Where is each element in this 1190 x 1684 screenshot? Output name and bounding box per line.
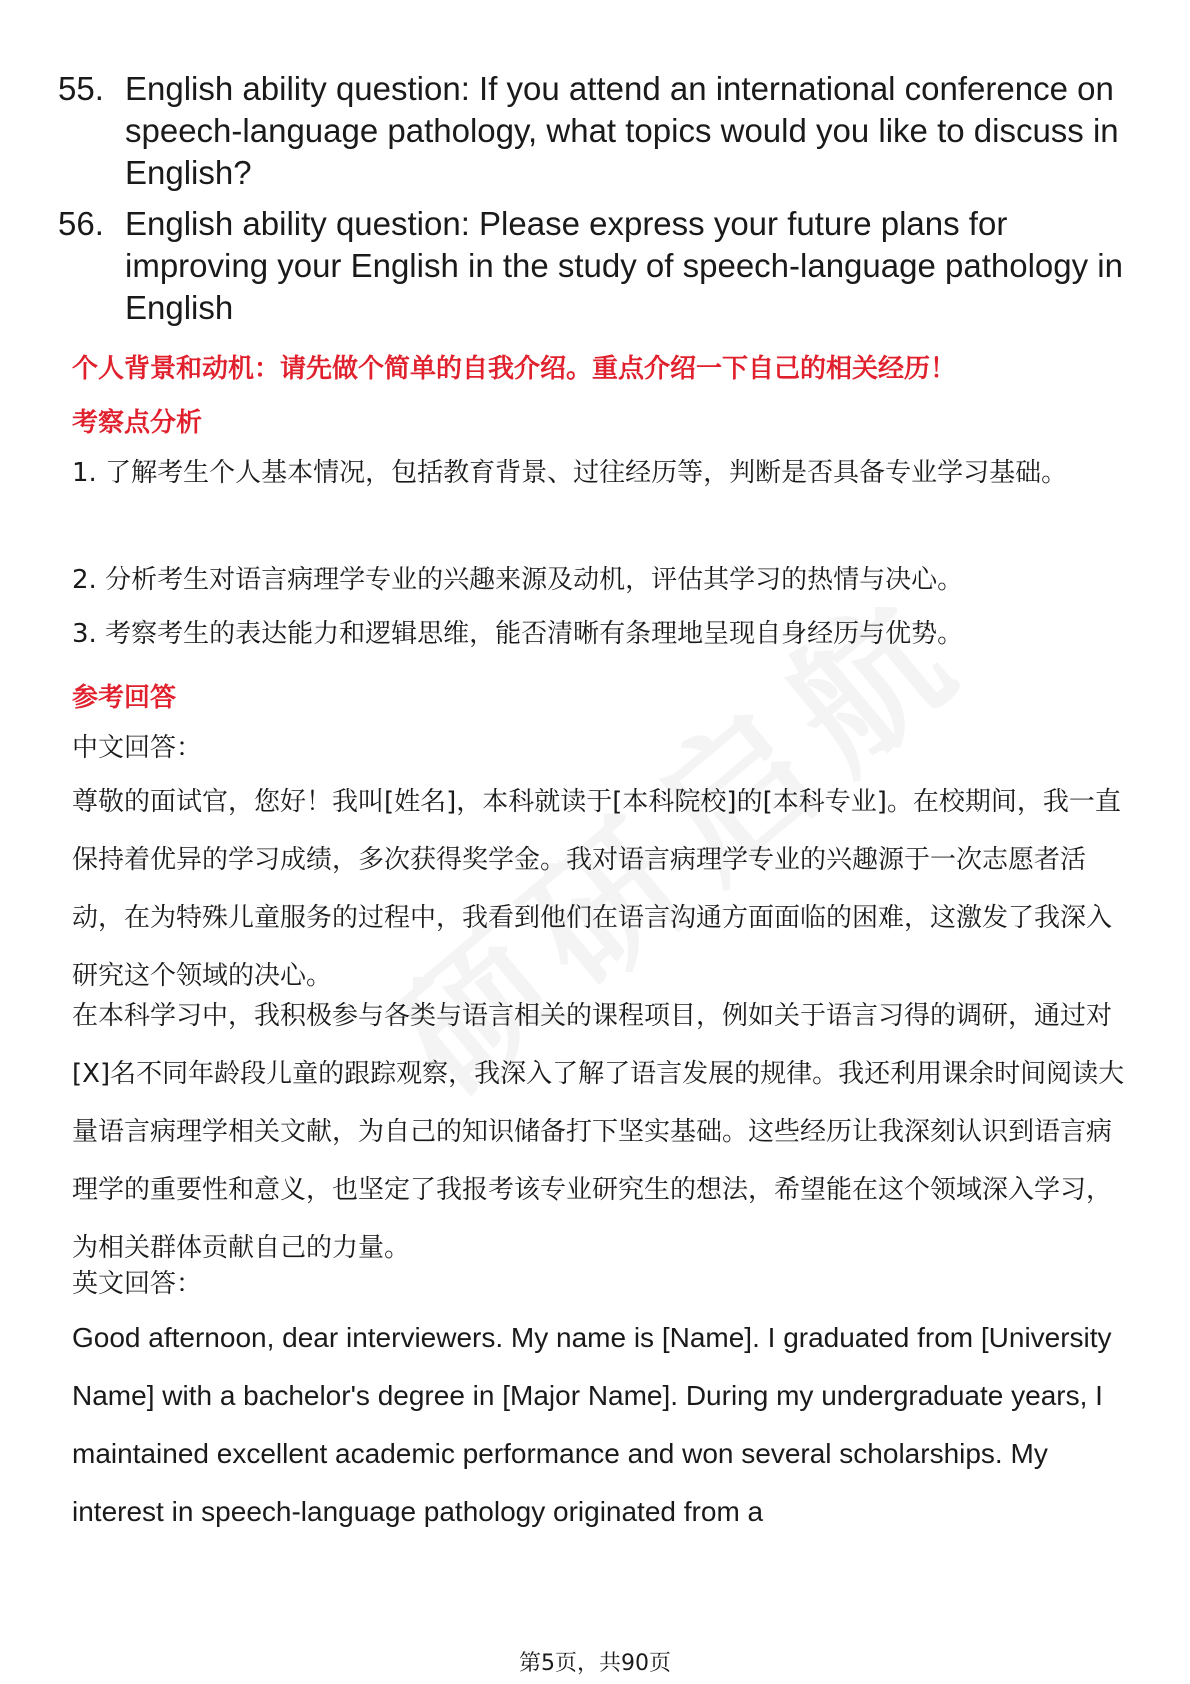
section-title: 个人背景和动机：请先做个简单的自我介绍。重点介绍一下自己的相关经历！ — [72, 354, 957, 384]
page-footer: 第5页，共90页 — [519, 1651, 671, 1676]
chinese-answer-paragraph: 在本科学习中，我积极参与各类与语言相关的课程项目，例如关于语言习得的调研，通过对[X]名不同年龄段儿童的跟踪观察，我深入了解了语言发展的规律。我还利用课余时间阅读大量语言病理学相关文献，为自己的知识储备打下坚实基础。这些经历让我深刻认识到语言病理学的重要性和意义，也坚定了我报考该专业研究生的想法，希望能在这个领域深入学习，为相关群体贡献自己的力量。 — [72, 1001, 1125, 1263]
question-number: 55. — [58, 70, 104, 107]
question-text: English ability question: If you attend an international conference on speech-language pathology, what topics would you like to discuss in English? — [125, 70, 1119, 191]
chinese-answer-paragraph: 尊敬的面试官，您好！我叫[姓名]，本科就读于[本科院校]的[本科专业]。在校期间，我一直保持着优异的学习成绩，多次获得奖学金。我对语言病理学专业的兴趣源于一次志愿者活动，在为特殊儿童服务的过程中，我看到他们在语言沟通方面面临的困难，这激发了我深入研究这个领域的决心。 — [72, 787, 1121, 991]
reference-heading: 参考回答 — [72, 683, 177, 713]
question-text: English ability question: Please express your future plans for improving your English in the study of speech-language pathology in English — [125, 205, 1123, 326]
analysis-point: 2. 分析考生对语言病理学专业的兴趣来源及动机，评估其学习的热情与决心。 — [72, 565, 964, 595]
chinese-answer-label: 中文回答： — [72, 733, 203, 763]
english-answer-paragraph: Good afternoon, dear interviewers. My name is [Name]. I graduated from [University Name] with a bachelor's degree in [Major Name]. During my undergraduate years, I maintained excellent academic performance and won several scholarships. My interest in speech-language pathology originated from a — [72, 1322, 1112, 1527]
english-answer-label: 英文回答： — [72, 1269, 203, 1299]
analysis-heading: 考察点分析 — [72, 408, 203, 438]
question-55 — [58, 68, 1138, 194]
question-number: 56. — [58, 205, 104, 242]
analysis-point: 3. 考察考生的表达能力和逻辑思维，能否清晰有条理地呈现自身经历与优势。 — [72, 619, 964, 649]
analysis-point: 1. 了解考生个人基本情况，包括教育背景、过往经历等，判断是否具备专业学习基础。 — [72, 458, 1068, 488]
question-56 — [58, 203, 1138, 329]
